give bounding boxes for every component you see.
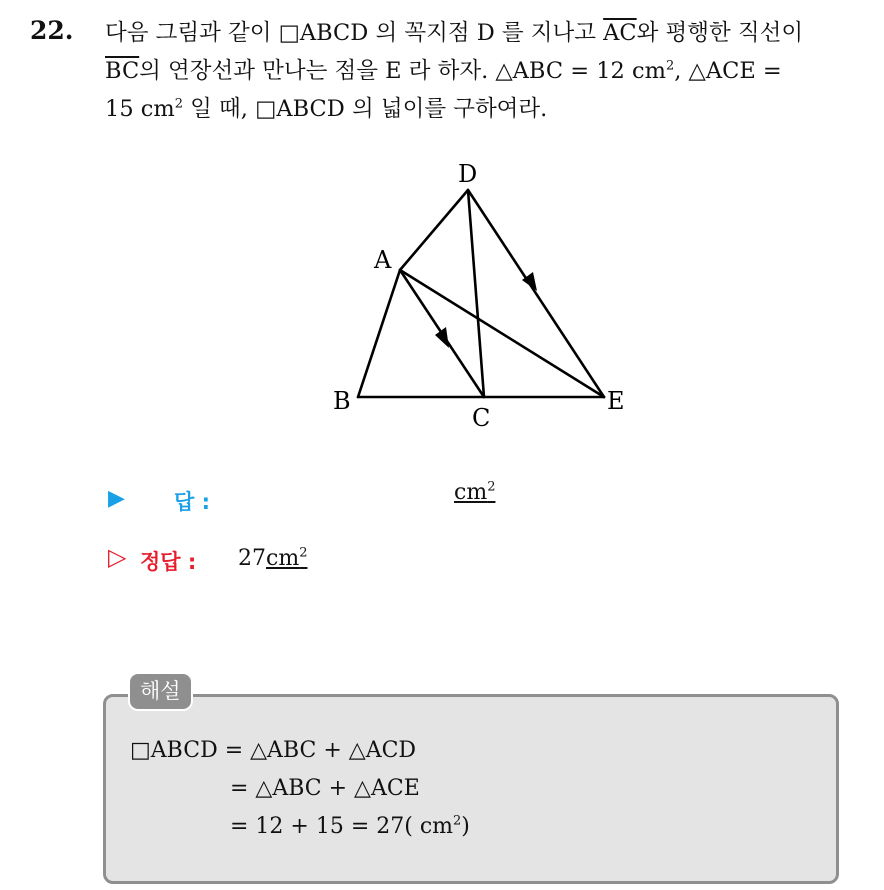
segment-bc: $\overline{BC}$	[105, 58, 140, 84]
solution-line-1: □ABCD = △ABC + △ACD	[130, 738, 417, 763]
outline-triangle-icon: ▷	[108, 543, 127, 571]
parallel-arrow-ac	[435, 327, 449, 348]
edge-dc	[468, 190, 484, 397]
segment-ac: $\overline{AC}$	[603, 20, 637, 46]
solution-line-3: = 12 + 15 = 27( $cm^2$)	[230, 813, 470, 839]
solution-line-2: = △ABC + △ACE	[230, 776, 420, 801]
geometry-figure	[320, 150, 640, 440]
vertex-label-c: C	[472, 404, 491, 432]
solution-box	[103, 694, 839, 884]
vertex-label-a: A	[374, 246, 392, 274]
answer-label: 답 :	[174, 490, 210, 514]
edge-ad	[400, 190, 468, 270]
correct-answer-value: $27cm^2$	[238, 545, 308, 571]
edge-ae	[400, 270, 604, 397]
vertex-label-b: B	[333, 387, 351, 415]
edge-de	[468, 190, 604, 397]
vertex-label-d: D	[458, 160, 478, 188]
correct-answer-label: 정답 :	[140, 550, 197, 574]
answer-blank[interactable]: $cm^2$	[454, 479, 496, 505]
problem-number: 22.	[30, 16, 74, 45]
problem-text	[105, 14, 875, 128]
solution-tag: 해설	[128, 672, 193, 711]
problem-line-2: $\overline{BC}$의 연장선과 만나는 점을 E 라 하자. △ABC = 12 $cm^2$, △ACE =	[105, 58, 782, 84]
play-triangle-icon: ▶	[108, 486, 125, 511]
problem-line-1: 다음 그림과 같이 □ABCD 의 꼭지점 D 를 지나고 $\overline{AC}$와 평행한 직선이	[105, 20, 804, 46]
vertex-label-e: E	[607, 387, 625, 415]
edge-ab	[358, 270, 400, 397]
problem-line-3: 15 $cm^2$ 일 때, □ABCD 의 넓이를 구하여라.	[105, 96, 548, 122]
